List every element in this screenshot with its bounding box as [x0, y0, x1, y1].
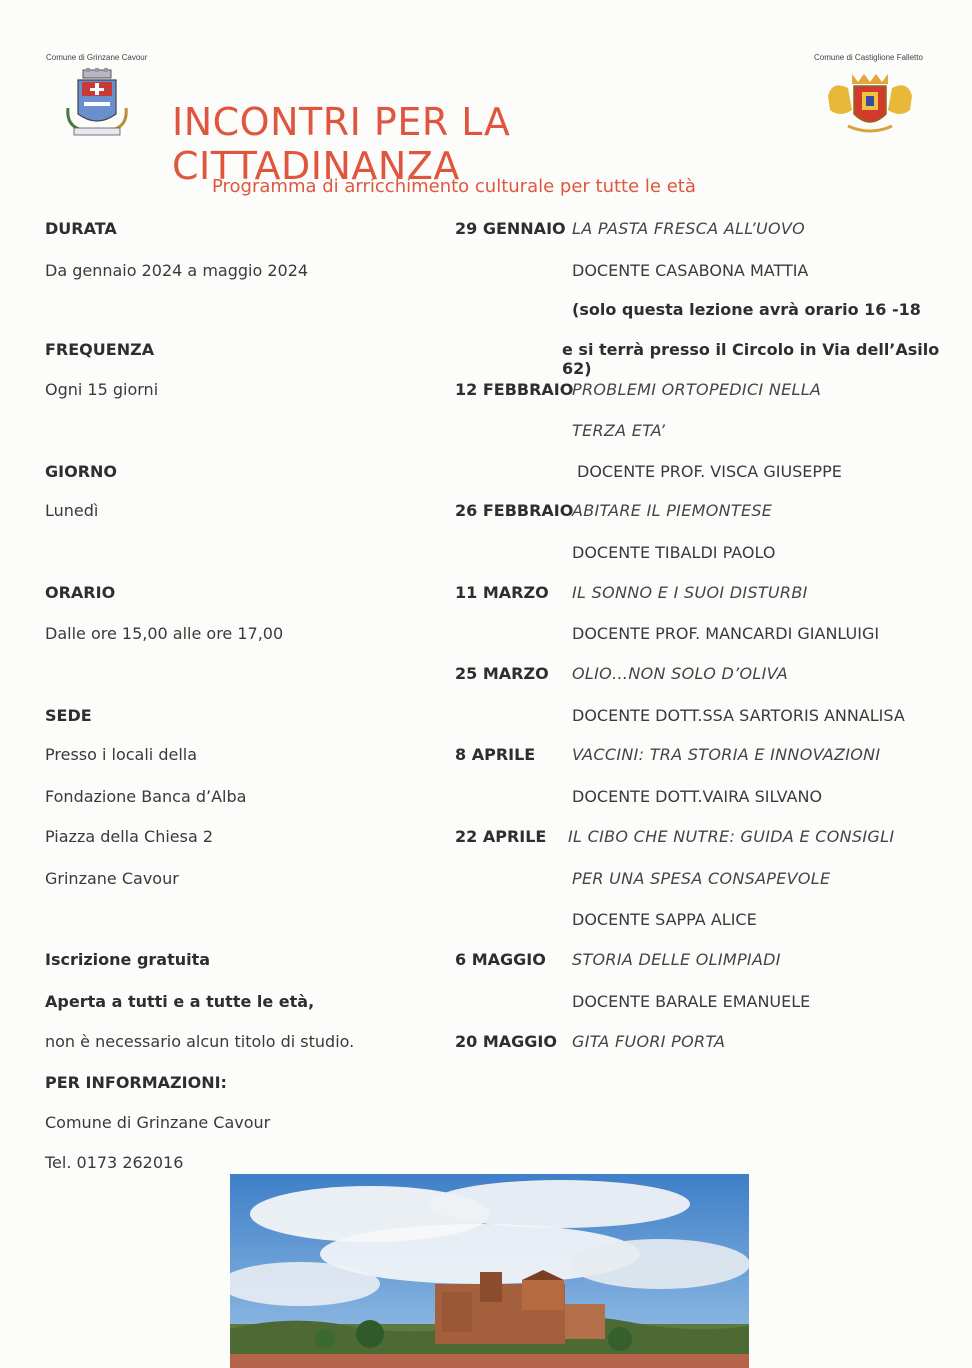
schedule-date: 6 MAGGIO [455, 950, 546, 969]
grinzane-coat-of-arms-icon [60, 68, 134, 140]
page-subtitle: Programma di arricchimento culturale per tutte le età [212, 176, 696, 197]
schedule-topic: TERZA ETA’ [572, 421, 666, 440]
schedule-topic: PROBLEMI ORTOPEDICI NELLA [572, 380, 822, 399]
info-label: PER INFORMAZIONI: [45, 1073, 227, 1092]
schedule-topic: LA PASTA FRESCA ALL’UOVO [572, 219, 806, 238]
schedule-topic: OLIO…NON SOLO D’OLIVA [572, 664, 789, 683]
right-municipality-label: Comune di Castiglione Falletto [814, 53, 923, 62]
sede-line: Presso i locali della [45, 745, 198, 764]
schedule-teacher: DOCENTE PROF. MANCARDI GIANLUIGI [572, 624, 880, 643]
aperta-text: Aperta a tutti e a tutte le età, [45, 992, 315, 1011]
schedule-topic: IL CIBO CHE NUTRE: GUIDA E CONSIGLI [568, 827, 895, 846]
schedule-topic: ABITARE IL PIEMONTESE [572, 501, 773, 520]
schedule-topic: IL SONNO E I SUOI DISTURBI [572, 583, 808, 602]
schedule-teacher: DOCENTE DOTT.VAIRA SILVANO [572, 787, 823, 806]
schedule-date: 26 FEBBRAIO [455, 501, 574, 520]
sede-line: Grinzane Cavour [45, 869, 179, 888]
sede-label: SEDE [45, 706, 92, 725]
castiglione-coat-of-arms-icon [822, 70, 918, 140]
schedule-teacher: DOCENTE CASABONA MATTIA [572, 261, 809, 280]
schedule-date: 25 MARZO [455, 664, 549, 683]
schedule-topic: PER UNA SPESA CONSAPEVOLE [572, 869, 831, 888]
schedule-topic: STORIA DELLE OLIMPIADI [572, 950, 781, 969]
orario-label: ORARIO [45, 583, 116, 602]
info-tel: Tel. 0173 262016 [45, 1153, 184, 1172]
iscrizione-text: Iscrizione gratuita [45, 950, 211, 969]
schedule-note: (solo questa lezione avrà orario 16 -18 [572, 300, 921, 319]
schedule-date: 8 APRILE [455, 745, 536, 764]
page-title: INCONTRI PER LA CITTADINANZA [172, 100, 511, 188]
sede-line: Piazza della Chiesa 2 [45, 827, 214, 846]
giorno-label: GIORNO [45, 462, 117, 481]
schedule-teacher: DOCENTE TIBALDI PAOLO [572, 543, 776, 562]
schedule-teacher: DOCENTE DOTT.SSA SARTORIS ANNALISA [572, 706, 905, 725]
orario-value: Dalle ore 15,00 alle ore 17,00 [45, 624, 284, 643]
durata-value: Da gennaio 2024 a maggio 2024 [45, 261, 309, 280]
durata-label: DURATA [45, 219, 117, 238]
schedule-date: 12 FEBBRAIO [455, 380, 574, 399]
sede-line: Fondazione Banca d’Alba [45, 787, 247, 806]
schedule-note: e si terrà presso il Circolo in Via dell’Asilo 62) [562, 340, 940, 378]
schedule-date: 29 GENNAIO [455, 219, 566, 238]
frequenza-label: FREQUENZA [45, 340, 155, 359]
frequenza-value: Ogni 15 giorni [45, 380, 159, 399]
titolo-studio-text: non è necessario alcun titolo di studio. [45, 1032, 355, 1051]
schedule-date: 11 MARZO [455, 583, 549, 602]
schedule-topic: GITA FUORI PORTA [572, 1032, 726, 1051]
schedule-teacher: DOCENTE BARALE EMANUELE [572, 992, 811, 1011]
info-comune: Comune di Grinzane Cavour [45, 1113, 271, 1132]
castle-landscape-image [230, 1174, 749, 1368]
schedule-teacher: DOCENTE PROF. VISCA GIUSEPPE [577, 462, 842, 481]
schedule-topic: VACCINI: TRA STORIA E INNOVAZIONI [572, 745, 881, 764]
giorno-value: Lunedì [45, 501, 99, 520]
left-municipality-label: Comune di Grinzane Cavour [46, 53, 148, 62]
schedule-teacher: DOCENTE SAPPA ALICE [572, 910, 757, 929]
schedule-date: 22 APRILE [455, 827, 547, 846]
schedule-date: 20 MAGGIO [455, 1032, 557, 1051]
